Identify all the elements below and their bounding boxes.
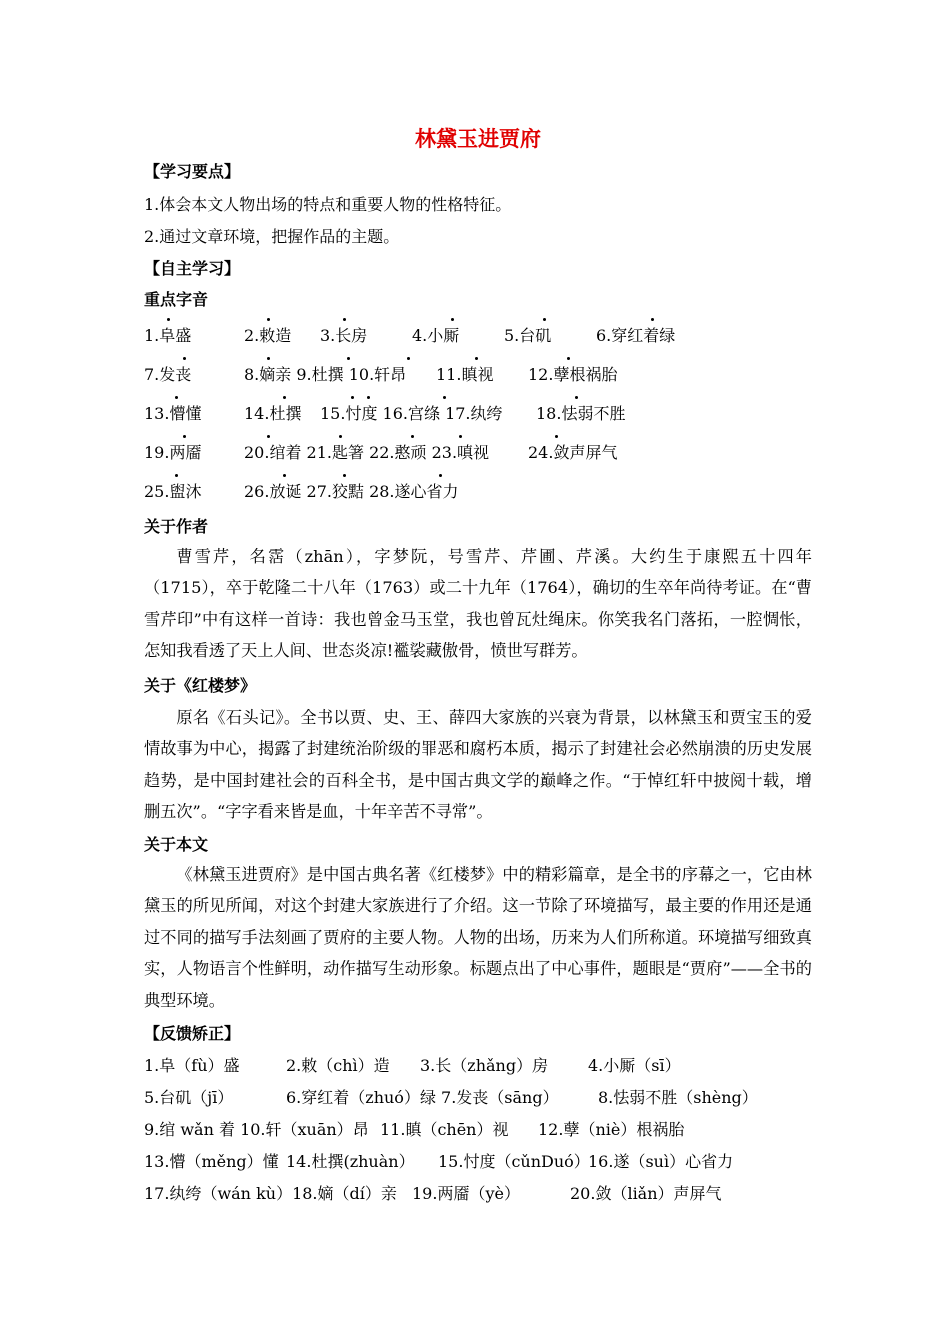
- emphasis-dot: [267, 435, 270, 438]
- feedback-item: 14.杜撰(zhuàn）: [286, 1152, 415, 1171]
- novel-heading: 关于《红楼梦》: [144, 676, 257, 695]
- feedback-item: 11.瞋（chēn）视: [380, 1120, 509, 1139]
- emphasis-dot: [347, 357, 350, 360]
- feedback-item: 4.小厮（sī）: [588, 1056, 681, 1075]
- study-point-1: 1.体会本文人物出场的特点和重要人物的性格特征。: [144, 195, 512, 214]
- feedback-item: 1.阜（fù）盛: [144, 1056, 240, 1075]
- emphasis-dot: [283, 396, 286, 399]
- emphasis-dot: [167, 318, 170, 321]
- feedback-item: 8.怯弱不胜（shèng）: [598, 1088, 758, 1107]
- feedback-item: 16.遂（suì）心省力: [588, 1152, 734, 1171]
- word-item: 2.敕造: [244, 326, 292, 345]
- word-item: 13.懵懂: [144, 404, 202, 423]
- pronunciation-row-5: [144, 480, 812, 504]
- feedback-item: 3.长（zhǎng）房: [420, 1056, 549, 1075]
- word-item: 19.两靥: [144, 443, 202, 462]
- page-title: 林黛玉进贾府: [415, 126, 541, 151]
- word-item: 8.嫡亲 9.杜撰 10.轩昂: [244, 365, 407, 384]
- study-point-2: 2.通过文章环境，把握作品的主题。: [144, 227, 400, 246]
- word-item: 4.小厮: [412, 326, 460, 345]
- emphasis-dot: [567, 357, 570, 360]
- article-heading: 关于本文: [144, 835, 209, 854]
- feedback-item: 12.孽（niè）根祸胎: [538, 1120, 685, 1139]
- emphasis-dot: [343, 474, 346, 477]
- feedback-heading: 【反馈矫正】: [144, 1024, 241, 1043]
- pronunciation-row-1: [144, 324, 812, 348]
- word-item: 6.穿红着绿: [596, 326, 676, 345]
- emphasis-dot: [407, 357, 410, 360]
- feedback-item: 20.敛（liǎn）声屏气: [570, 1184, 722, 1203]
- emphasis-dot: [175, 396, 178, 399]
- feedback-row-5: [144, 1182, 812, 1206]
- feedback-row-2: [144, 1086, 812, 1110]
- novel-paragraph: 原名《石头记》。全书以贾、史、王、薛四大家族的兴衰为背景，以林黛玉和贾宝玉的爱情故事为中心，揭露了封建统治阶级的罪恶和腐朽本质，揭示了封建社会必然崩溃的历史发展趋势，是中国封建社会的百科全书，是中国古典文学的巅峰之作。“于悼红轩中披阅十载，增删五次”。“字字看来皆是血，十年辛苦不寻常”。: [144, 708, 812, 822]
- emphasis-dot: [651, 318, 654, 321]
- emphasis-dot: [267, 318, 270, 321]
- pronunciation-row-3: [144, 402, 812, 426]
- emphasis-dot: [267, 357, 270, 360]
- emphasis-dot: [411, 435, 414, 438]
- word-item: 7.发丧: [144, 365, 192, 384]
- author-heading: 关于作者: [144, 517, 209, 536]
- emphasis-dot: [367, 396, 370, 399]
- emphasis-dot: [351, 396, 354, 399]
- emphasis-dot: [459, 435, 462, 438]
- feedback-row-4: [144, 1150, 812, 1174]
- word-item: 3.长房: [320, 326, 368, 345]
- word-item: 12.孽根祸胎: [528, 365, 618, 384]
- feedback-item: 6.穿红着（zhuó）绿 7.发丧（sāng）: [286, 1088, 559, 1107]
- feedback-item: 5.台矶（jī）: [144, 1088, 234, 1107]
- feedback-item: 19.两靥（yè）: [412, 1184, 520, 1203]
- pronunciation-row-4: [144, 441, 812, 465]
- pronunciation-heading: 重点字音: [144, 290, 209, 309]
- feedback-row-3: [144, 1118, 812, 1142]
- emphasis-dot: [183, 357, 186, 360]
- study-points-heading: 【学习要点】: [144, 162, 241, 181]
- emphasis-dot: [543, 318, 546, 321]
- feedback-row-1: [144, 1054, 812, 1078]
- feedback-item: 2.敕（chì）造: [286, 1056, 390, 1075]
- emphasis-dot: [555, 435, 558, 438]
- word-item: 15.忖度 16.宫绦 17.纨绔: [320, 404, 503, 423]
- self-study-heading: 【自主学习】: [144, 259, 241, 278]
- word-item: 26.放诞 27.狡黠 28.遂心省力: [244, 482, 459, 501]
- word-item: 18.怯弱不胜: [536, 404, 626, 423]
- word-item: 25.盥沐: [144, 482, 202, 501]
- word-item: 14.杜撰: [244, 404, 302, 423]
- word-item: 1.阜盛: [144, 326, 192, 345]
- emphasis-dot: [575, 396, 578, 399]
- feedback-item: 17.纨绔（wán kù）18.嫡（dí）亲: [144, 1184, 397, 1203]
- pronunciation-row-2: [144, 363, 812, 387]
- word-item: 24.敛声屏气: [528, 443, 618, 462]
- feedback-item: 13.懵（měng）懂: [144, 1152, 279, 1171]
- word-item: 20.绾着 21.匙箸 22.憨顽 23.嗔视: [244, 443, 490, 462]
- emphasis-dot: [443, 396, 446, 399]
- word-item: 11.瞋视: [436, 365, 494, 384]
- feedback-item: 9.绾 wǎn 着 10.轩（xuān）昂: [144, 1120, 369, 1139]
- emphasis-dot: [475, 357, 478, 360]
- article-paragraph: 《林黛玉进贾府》是中国古典名著《红楼梦》中的精彩篇章，是全书的序幕之一，它由林黛玉的所见所闻，对这个封建大家族进行了介绍。这一节除了环境描写，最主要的作用还是通过不同的描写手法刻画了贾府的主要人物。人物的出场，历来为人们所称道。环境描写细致真实，人物语言个性鲜明，动作描写生动形象。标题点出了中心事件，题眼是“贾府”——全书的典型环境。: [144, 865, 812, 1010]
- emphasis-dot: [343, 318, 346, 321]
- emphasis-dot: [175, 474, 178, 477]
- feedback-item: 15.忖度（cǔnDuó）: [438, 1152, 590, 1171]
- emphasis-dot: [183, 435, 186, 438]
- emphasis-dot: [439, 474, 442, 477]
- emphasis-dot: [283, 474, 286, 477]
- word-item: 5.台矶: [504, 326, 552, 345]
- emphasis-dot: [451, 318, 454, 321]
- emphasis-dot: [339, 435, 342, 438]
- author-paragraph: 曹雪芹，名霑（zhān），字梦阮，号雪芹、芹圃、芹溪。大约生于康熙五十四年（1715），卒于乾隆二十八年（1763）或二十九年（1764），确切的生卒年尚待考证。在“曹雪芹印”中有这样一首诗：我也曾金马玉堂，我也曾瓦灶绳床。你笑我名门落拓，一腔惆怅，怎知我看透了天上人间、世态炎凉!襤裟藏傲骨，愤世写群芳。: [144, 547, 812, 661]
